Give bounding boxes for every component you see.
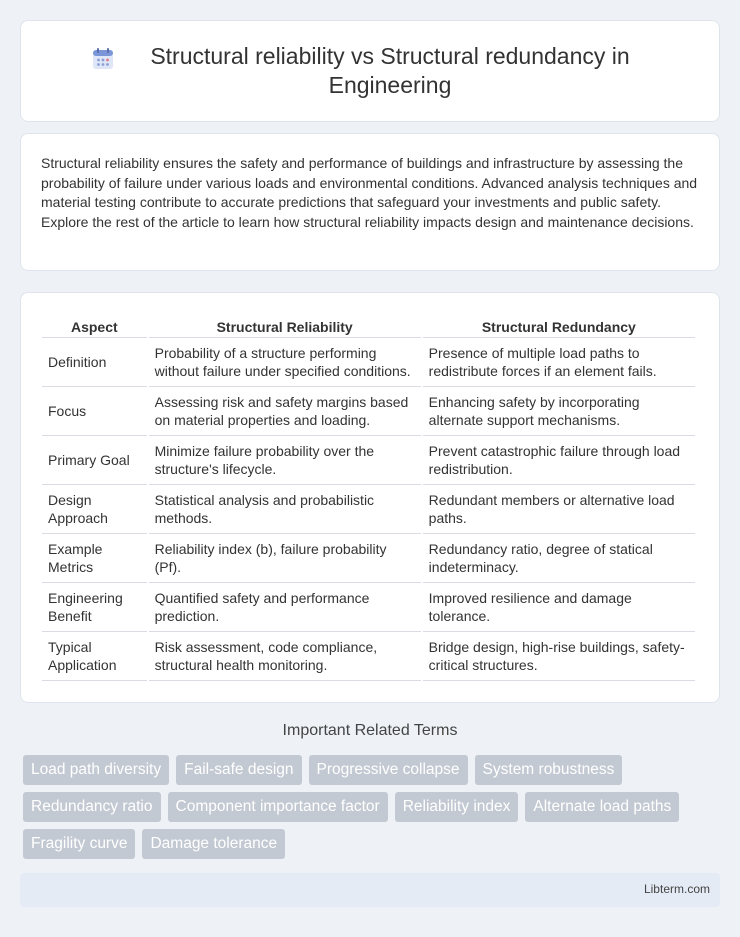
cell-redundancy: Redundant members or alternative load paths. xyxy=(423,485,695,534)
cell-reliability: Assessing risk and safety margins based on material properties and loading. xyxy=(149,387,421,436)
title-wrap xyxy=(90,42,650,100)
table-row xyxy=(42,632,695,681)
cell-redundancy: Prevent catastrophic failure through load redistribution. xyxy=(423,436,695,485)
tag-fail-safe-design[interactable]: Fail-safe design xyxy=(176,755,301,785)
tag-system-robustness[interactable]: System robustness xyxy=(475,755,623,785)
table-row xyxy=(42,338,695,387)
table-row xyxy=(42,387,695,436)
header-reliability: Structural Reliability xyxy=(149,309,421,338)
cell-redundancy: Bridge design, high-rise buildings, safety-critical structures. xyxy=(423,632,695,681)
cell-aspect: Engineering Benefit xyxy=(42,583,147,632)
tag-redundancy-ratio[interactable]: Redundancy ratio xyxy=(23,792,161,822)
tag-damage-tolerance[interactable]: Damage tolerance xyxy=(142,829,285,859)
cell-reliability: Minimize failure probability over the structure's lifecycle. xyxy=(149,436,421,485)
calendar-icon xyxy=(90,46,116,72)
tag-row xyxy=(23,755,723,785)
related-terms-title: Important Related Terms xyxy=(282,722,458,739)
header-redundancy: Structural Redundancy xyxy=(423,309,695,338)
table-row xyxy=(42,485,695,534)
tag-load-path-diversity[interactable]: Load path diversity xyxy=(23,755,169,785)
tag-row xyxy=(23,829,723,859)
comparison-table-card xyxy=(20,292,720,703)
tag-row xyxy=(23,792,723,822)
cell-aspect: Primary Goal xyxy=(42,436,147,485)
tag-progressive-collapse[interactable]: Progressive collapse xyxy=(309,755,468,785)
cell-redundancy: Improved resilience and damage tolerance. xyxy=(423,583,695,632)
cell-aspect: Focus xyxy=(42,387,147,436)
cell-reliability: Probability of a structure performing without failure under specified conditions. xyxy=(149,338,421,387)
table-row xyxy=(42,534,695,583)
table-row xyxy=(42,583,695,632)
cell-reliability: Reliability index (b), failure probability (Pf). xyxy=(149,534,421,583)
cell-reliability: Risk assessment, code compliance, structural health monitoring. xyxy=(149,632,421,681)
cell-aspect: Design Approach xyxy=(42,485,147,534)
header-aspect: Aspect xyxy=(42,309,147,338)
cell-reliability: Quantified safety and performance prediction. xyxy=(149,583,421,632)
related-terms-tags xyxy=(23,755,723,866)
tag-alternate-load-paths[interactable]: Alternate load paths xyxy=(525,792,679,822)
page-title: Structural reliability vs Structural redundancy in Engineering xyxy=(150,43,630,98)
footer-site-link[interactable]: Libterm.com xyxy=(643,882,710,896)
title-card xyxy=(20,20,720,122)
cell-aspect: Definition xyxy=(42,338,147,387)
cell-redundancy: Redundancy ratio, degree of statical indeterminacy. xyxy=(423,534,695,583)
tag-component-importance-factor[interactable]: Component importance factor xyxy=(168,792,388,822)
intro-card xyxy=(20,133,720,271)
footer xyxy=(20,873,720,907)
cell-redundancy: Enhancing safety by incorporating alternate support mechanisms. xyxy=(423,387,695,436)
table-row xyxy=(42,436,695,485)
table-header-row xyxy=(42,309,695,338)
cell-aspect: Typical Application xyxy=(42,632,147,681)
cell-aspect: Example Metrics xyxy=(42,534,147,583)
tag-reliability-index[interactable]: Reliability index xyxy=(395,792,519,822)
intro-text: Structural reliability ensures the safety and performance of buildings and infrastructure by assessing the probability of failure under various loads and environmental conditions. Advanced analysis techniques and material testing contribute to accurate predictions that safeguard your investments and public safety. Explore the rest of the article to learn how structural reliability impacts design and maintenance decisions. xyxy=(41,155,698,230)
tag-fragility-curve[interactable]: Fragility curve xyxy=(23,829,135,859)
cell-reliability: Statistical analysis and probabilistic methods. xyxy=(149,485,421,534)
comparison-table xyxy=(40,309,697,681)
cell-redundancy: Presence of multiple load paths to redistribute forces if an element fails. xyxy=(423,338,695,387)
